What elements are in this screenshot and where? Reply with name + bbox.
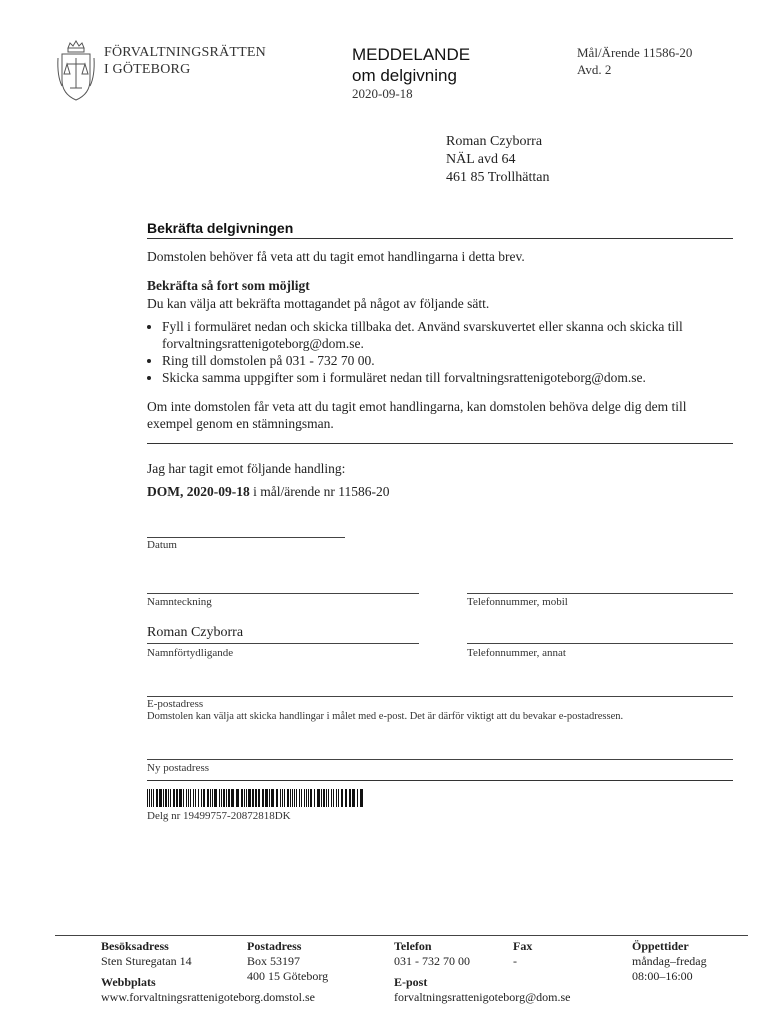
section-heading: Bekräfta delgivningen xyxy=(147,220,294,236)
recipient-address xyxy=(446,133,549,187)
list-item: • Fyll i formuläret nedan och skicka tillbaka det. Använd svarskuvertet eller skanna och skicka till forvaltningsrattenigoteborg@dom.se. xyxy=(162,318,752,352)
date-label: Datum xyxy=(147,539,177,551)
barcode-divider xyxy=(147,780,733,781)
court-name-line2: I GÖTEBORG xyxy=(104,62,191,77)
hours-heading: Öppettider xyxy=(632,939,689,953)
email-label: E-postadress xyxy=(147,698,204,710)
printed-name-value: Roman Czyborra xyxy=(147,625,244,640)
list-item: • Ring till domstolen på 031 - 732 70 00. xyxy=(162,352,752,369)
footer-post-column xyxy=(247,939,328,984)
fax-value: - xyxy=(513,954,517,968)
post-address-line2: 400 15 Göteborg xyxy=(247,969,329,983)
case-info xyxy=(577,44,692,78)
phone-other-label: Telefonnummer, annat xyxy=(467,647,566,659)
email-heading: E-post xyxy=(394,975,428,989)
email-note: Domstolen kan välja att skicka handlingar i målet med e-post. Det är därför viktigt att du bevakar e-postadressen. xyxy=(147,711,624,722)
fax-heading: Fax xyxy=(513,939,533,953)
form-divider xyxy=(147,443,733,444)
post-address-line1: Box 53197 xyxy=(247,954,301,968)
document-title-line1: MEDDELANDE xyxy=(352,45,471,64)
visit-address-value: Sten Sturegatan 14 xyxy=(101,954,192,968)
division: Avd. 2 xyxy=(577,62,612,77)
date-field[interactable] xyxy=(147,537,345,538)
printed-name-field[interactable] xyxy=(147,643,419,644)
received-text: Jag har tagit emot följande handling: xyxy=(147,461,346,476)
barcode xyxy=(147,789,365,807)
court-crest-icon xyxy=(56,40,96,102)
printed-name-label: Namnförtydligande xyxy=(147,647,234,659)
website-heading: Webbplats xyxy=(101,975,156,989)
recipient-line2: NÄL avd 64 xyxy=(446,152,516,167)
footer-phone-column xyxy=(394,939,570,1005)
document-case-ref: i mål/ärende nr 11586-20 xyxy=(249,484,390,499)
document-title-line2: om delgivning xyxy=(352,66,457,85)
list-item: • Skicka samma uppgifter som i formuläret nedan till forvaltningsrattenigoteborg@dom.se. xyxy=(162,369,752,386)
hours-days: måndag–fredag xyxy=(632,954,707,968)
court-name xyxy=(104,44,266,78)
choose-text: Du kan välja att bekräfta mottagandet på något av följande sätt. xyxy=(147,296,490,311)
document-type: DOM, 2020-09-18 xyxy=(147,484,250,499)
heading-divider xyxy=(147,238,733,239)
new-address-label: Ny postadress xyxy=(147,762,210,774)
hours-time: 08:00–16:00 xyxy=(632,969,693,983)
recipient-name: Roman Czyborra xyxy=(446,134,543,149)
court-name-line1: FÖRVALTNINGSRÄTTEN xyxy=(104,45,266,60)
document-date: 2020-09-18 xyxy=(352,86,413,101)
email-field[interactable] xyxy=(147,696,733,697)
case-number: Mål/Ärende 11586-20 xyxy=(577,45,693,60)
signature-field[interactable] xyxy=(147,593,419,594)
recipient-line3: 461 85 Trollhättan xyxy=(446,170,550,185)
visit-address-heading: Besöksadress xyxy=(101,939,169,953)
phone-value: 031 - 732 70 00 xyxy=(394,954,470,968)
intro-text: Domstolen behöver få veta att du tagit emot handlingarna i detta brev. xyxy=(147,249,525,264)
delivery-number: Delg nr 19499757-20872818DK xyxy=(147,810,291,822)
confirm-options-list xyxy=(147,318,752,386)
phone-other-field[interactable] xyxy=(467,643,733,644)
footer-divider xyxy=(55,935,748,936)
email-link[interactable]: forvaltningsrattenigoteborg@dom.se xyxy=(394,990,571,1004)
phone-mobile-label: Telefonnummer, mobil xyxy=(467,596,568,608)
phone-mobile-field[interactable] xyxy=(467,593,733,594)
website-link[interactable]: www.forvaltningsrattenigoteborg.domstol.se xyxy=(101,990,315,1004)
footer-hours-column xyxy=(632,939,707,984)
footer-fax-column xyxy=(513,939,532,969)
confirm-subheading: Bekräfta så fort som möjligt xyxy=(147,278,310,293)
signature-label: Namnteckning xyxy=(147,596,212,608)
received-document xyxy=(147,483,389,500)
post-address-heading: Postadress xyxy=(247,939,302,953)
warning-text: Om inte domstolen får veta att du tagit emot handlingarna, kan domstolen behöva delge dig dem till exempel genom en stämningsman. xyxy=(147,399,687,431)
new-address-field[interactable] xyxy=(147,759,733,760)
document-title xyxy=(352,44,470,86)
phone-heading: Telefon xyxy=(394,939,432,953)
